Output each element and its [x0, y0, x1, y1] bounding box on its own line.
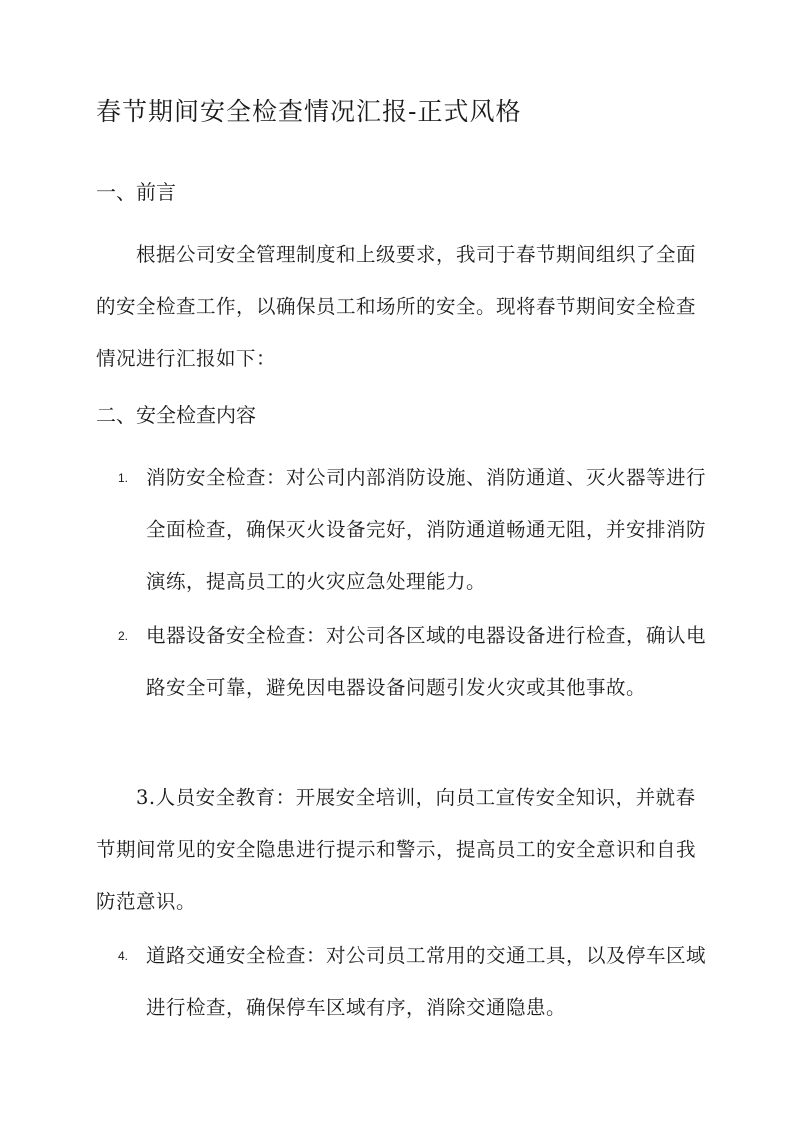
list-item [118, 930, 708, 1034]
list-item-number: 4. [118, 949, 129, 963]
list-item-text: 道路交通安全检查：对公司员工常用的交通工具，以及停车区域进行检查，确保停车区域有序，消除交通隐患。 [146, 944, 707, 1019]
intro-paragraph: 根据公司安全管理制度和上级要求，我司于春节期间组织了全面的安全检查工作，以确保员工和场所的安全。现将春节期间安全检查情况进行汇报如下： [96, 243, 697, 370]
list-item [118, 452, 708, 608]
list-item-text: 电器设备安全检查：对公司各区域的电器设备进行检查，确认电路安全可靠，避免因电器设备问题引发火灾或其他事故。 [146, 624, 707, 699]
list-item: 3.人员安全教育：开展安全培训，向员工宣传安全知识，并就春节期间常见的安全隐患进行提示和警示，提高员工的安全意识和自我防范意识。 [96, 786, 697, 913]
list-item-number: 2. [118, 629, 129, 643]
list-item-number: 1. [118, 471, 129, 485]
list-item-text: 消防安全检查：对公司内部消防设施、消防通道、灭火器等进行全面检查，确保灭火设备完好，消防通道畅通无阻，并安排消防演练，提高员工的火灾应急处理能力。 [146, 466, 707, 593]
section-heading-inspection-content: 二、安全检查内容 [96, 403, 256, 427]
document-title: 春节期间安全检查情况汇报-正式风格 [96, 97, 522, 126]
list-item [118, 610, 708, 714]
section-heading-preface: 一、前言 [96, 180, 176, 204]
